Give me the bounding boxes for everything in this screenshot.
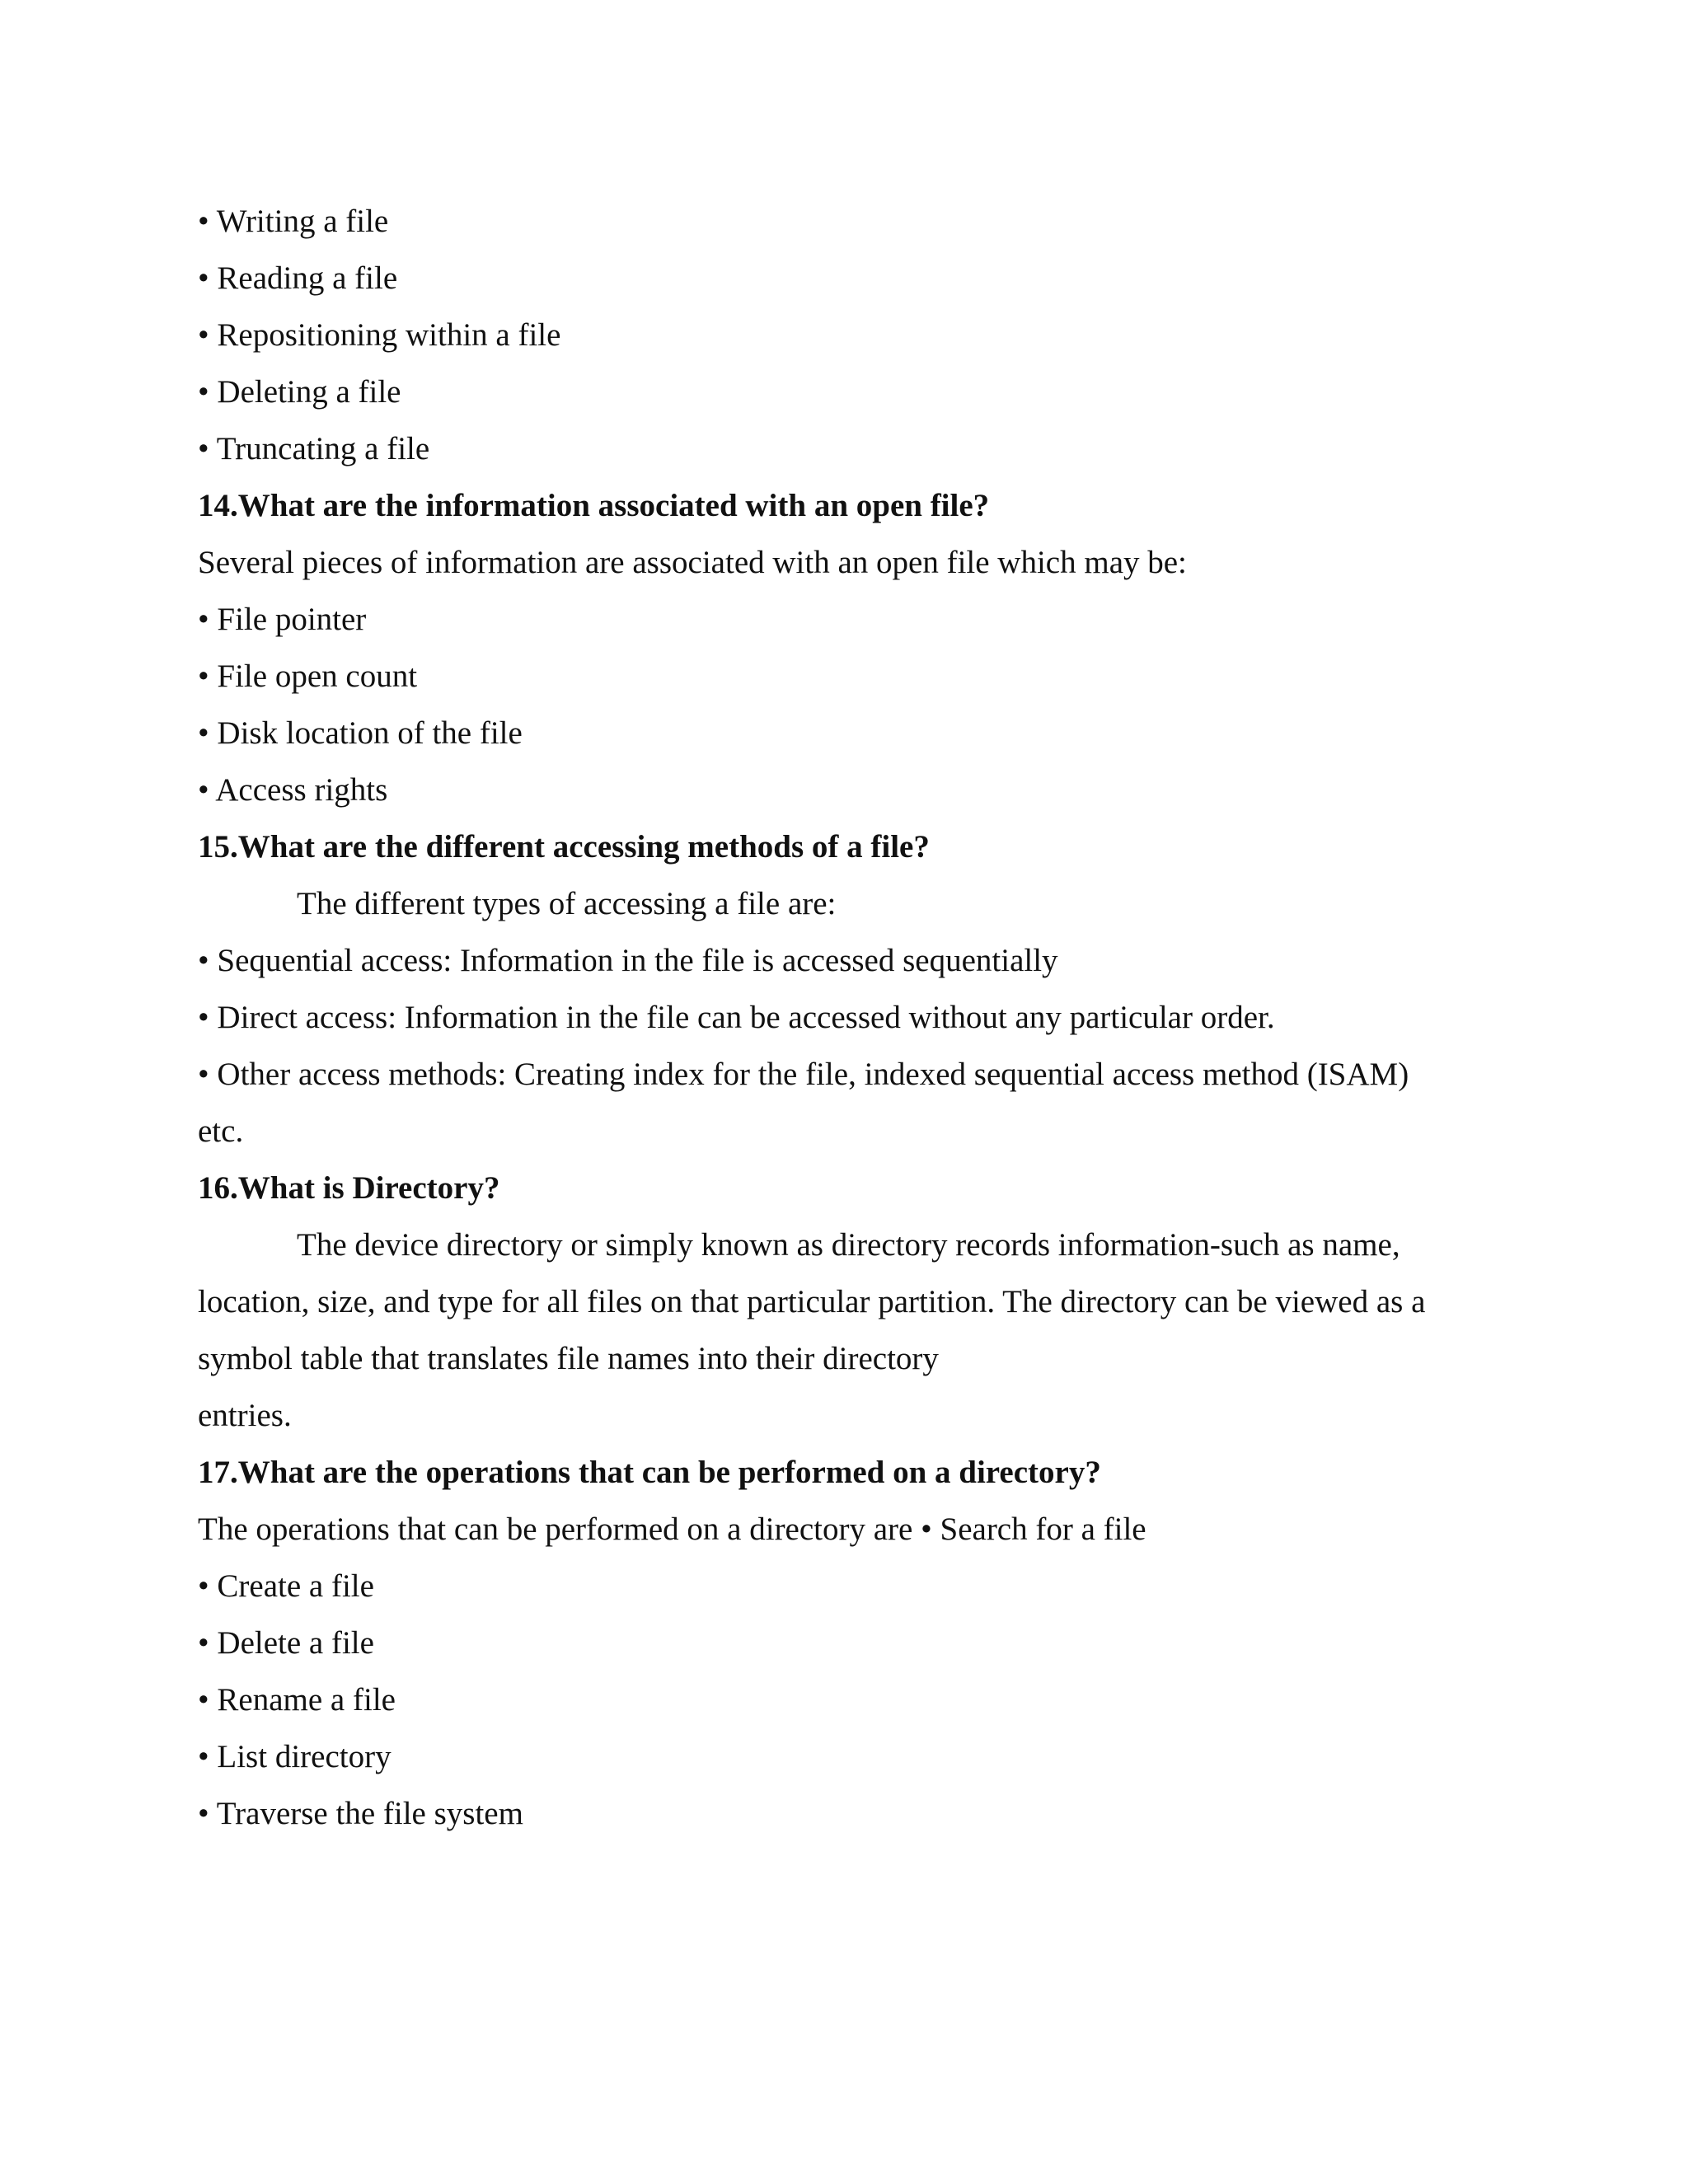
list-item: • Delete a file: [198, 1625, 374, 1661]
question-heading-14: 14.What are the information associated with an open file?: [198, 488, 990, 523]
paragraph-continuation: etc.: [198, 1113, 244, 1149]
paragraph-line: location, size, and type for all files on that particular partition. The directory can be viewed as a: [198, 1284, 1426, 1319]
list-item: • Create a file: [198, 1568, 374, 1604]
document-content: [198, 193, 1484, 1842]
list-item: • Truncating a file: [198, 431, 430, 466]
paragraph-line: The device directory or simply known as directory records information-such as name,: [297, 1227, 1400, 1263]
list-item: • Sequential access: Information in the file is accessed sequentially: [198, 943, 1058, 978]
paragraph-line: entries.: [198, 1398, 292, 1433]
list-item: • File pointer: [198, 602, 367, 637]
paragraph-intro: The different types of accessing a file are:: [297, 886, 837, 921]
list-item: • Writing a file: [198, 204, 389, 239]
list-item: • Deleting a file: [198, 374, 401, 410]
question-heading-15: 15.What are the different accessing methods of a file?: [198, 829, 930, 865]
question-heading-16: 16.What is Directory?: [198, 1170, 500, 1206]
list-item: • Repositioning within a file: [198, 317, 561, 353]
question-heading-17: 17.What are the operations that can be performed on a directory?: [198, 1455, 1101, 1490]
list-item: • Traverse the file system: [198, 1796, 523, 1831]
list-item: • Disk location of the file: [198, 715, 523, 751]
list-item: • File open count: [198, 658, 418, 694]
list-item: • Access rights: [198, 772, 388, 808]
list-item: • Reading a file: [198, 260, 398, 296]
paragraph-line: symbol table that translates file names into their directory: [198, 1341, 939, 1376]
paragraph-intro: Several pieces of information are associated with an open file which may be:: [198, 545, 1187, 580]
list-item: • Rename a file: [198, 1682, 396, 1718]
list-item: • Other access methods: Creating index for the file, indexed sequential access method (ISAM): [198, 1057, 1409, 1092]
list-item: • List directory: [198, 1739, 392, 1774]
list-item: • Direct access: Information in the file can be accessed without any particular order.: [198, 1000, 1275, 1035]
paragraph-intro: The operations that can be performed on a directory are • Search for a file: [198, 1511, 1146, 1547]
